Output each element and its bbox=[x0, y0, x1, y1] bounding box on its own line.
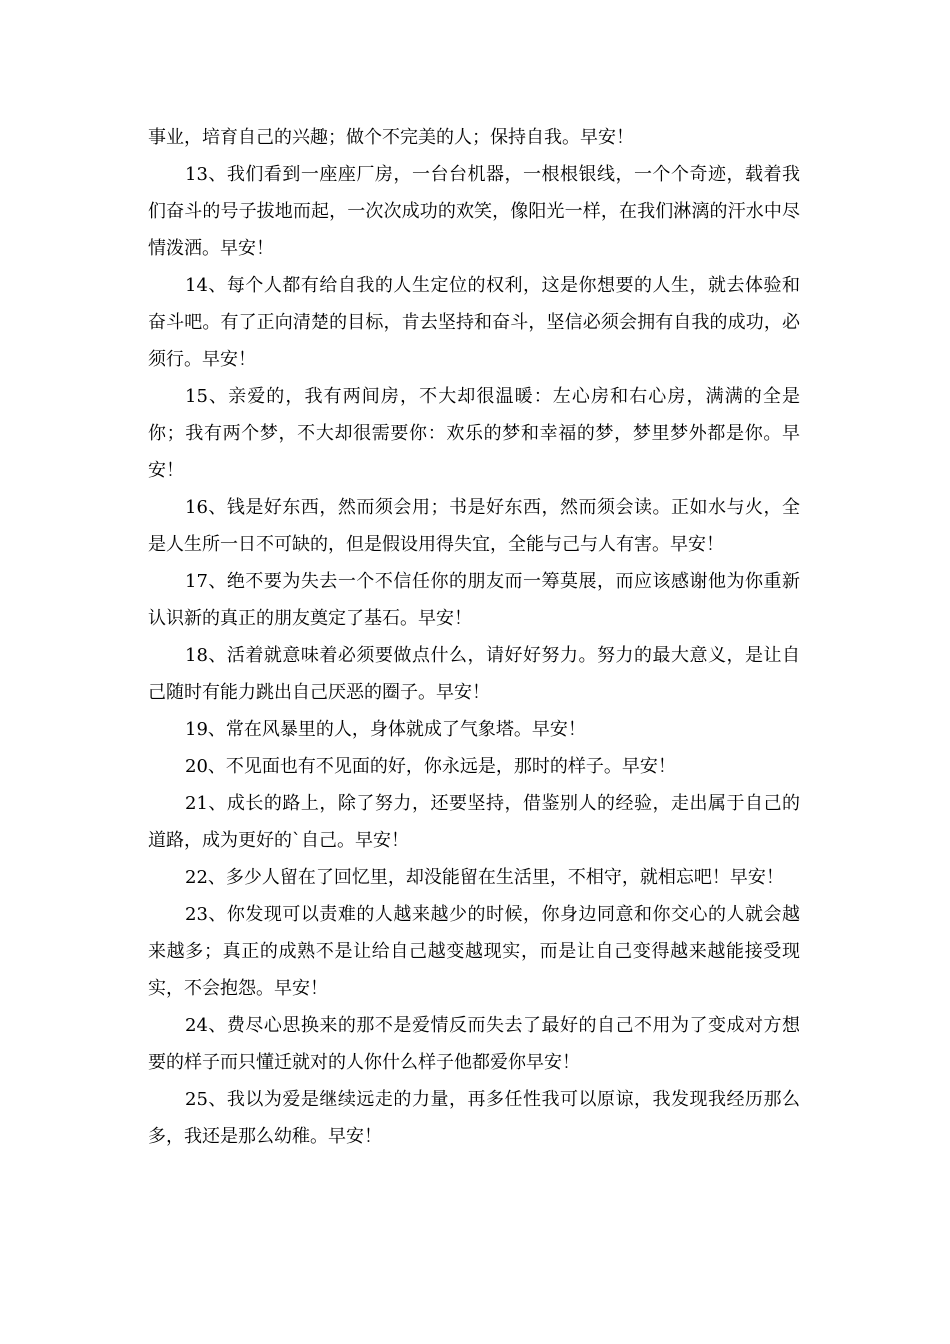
document-body bbox=[148, 119, 800, 1155]
paragraph-21: 21、成长的路上，除了努力，还要坚持，借鉴别人的经验，走出属于自己的道路，成为更好的`自己。早安！ bbox=[148, 793, 800, 851]
paragraph-24: 24、费尽心思换来的那不是爱情反而失去了最好的自己不用为了变成对方想要的样子而只懂迁就对的人你什么样子他都爱你早安！ bbox=[148, 1015, 800, 1073]
paragraph-16: 16、钱是好东西，然而须会用；书是好东西，然而须会读。正如水与火，全是人生所一日不可缺的，但是假设用得失宜，全能与己与人有害。早安！ bbox=[148, 497, 800, 555]
paragraph-18: 18、活着就意味着必须要做点什么，请好好努力。努力的最大意义，是让自己随时有能力跳出自己厌恶的圈子。早安！ bbox=[148, 645, 800, 703]
paragraph-15: 15、亲爱的，我有两间房，不大却很温暖：左心房和右心房，满满的全是你；我有两个梦，不大却很需要你：欢乐的梦和幸福的梦，梦里梦外都是你。早安！ bbox=[148, 386, 800, 481]
paragraph-20: 20、不见面也有不见面的好，你永远是，那时的样子。早安！ bbox=[185, 756, 676, 777]
paragraph-22: 22、多少人留在了回忆里，却没能留在生活里，不相守，就相忘吧！早安！ bbox=[185, 867, 784, 888]
paragraph-23: 23、你发现可以责难的人越来越少的时候，你身边同意和你交心的人就会越来越多；真正的成熟不是让给自己越变越现实，而是让自己变得越来越能接受现实，不会抱怨。早安！ bbox=[148, 904, 800, 999]
paragraph-continued: 事业，培育自己的兴趣；做个不完美的人；保持自我。早安！ bbox=[148, 127, 634, 148]
paragraph-13: 13、我们看到一座座厂房，一台台机器，一根根银线，一个个奇迹，载着我们奋斗的号子拔地而起，一次次成功的欢笑，像阳光一样，在我们淋漓的汗水中尽情泼洒。早安！ bbox=[148, 164, 800, 259]
paragraph-14: 14、每个人都有给自我的人生定位的权利，这是你想要的人生，就去体验和奋斗吧。有了正向清楚的目标，肯去坚持和奋斗，坚信必须会拥有自我的成功，必须行。早安！ bbox=[148, 275, 800, 370]
paragraph-25: 25、我以为爱是继续远走的力量，再多任性我可以原谅，我发现我经历那么多，我还是那么幼稚。早安！ bbox=[148, 1089, 800, 1147]
paragraph-17: 17、绝不要为失去一个不信任你的朋友而一筹莫展，而应该感谢他为你重新认识新的真正的朋友奠定了基石。早安！ bbox=[148, 571, 800, 629]
paragraph-19: 19、常在风暴里的人，身体就成了气象塔。早安！ bbox=[185, 719, 586, 740]
